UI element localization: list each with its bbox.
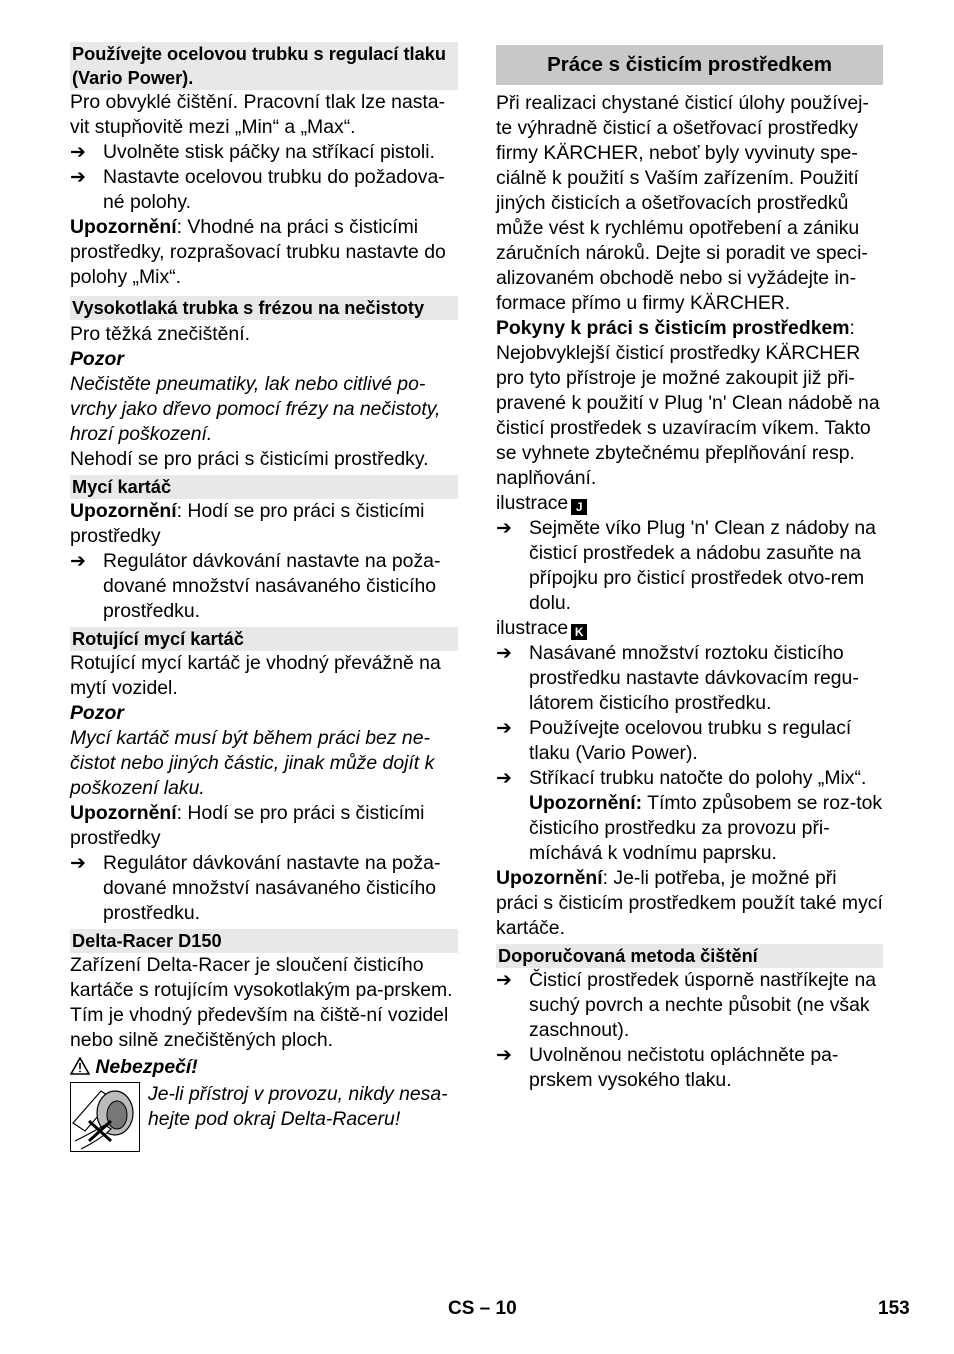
heading-dirt-blaster: Vysokotlaká trubka s frézou na nečistoty <box>70 296 458 320</box>
caution-label: Pozor <box>70 348 124 370</box>
caution-label: Pozor <box>70 702 124 724</box>
arrow-right-icon: ➔ <box>496 970 512 991</box>
arrow-right-icon: ➔ <box>70 551 86 572</box>
step-item: ➔ Nastavte ocelovou trubku do požadova-né polohy. <box>70 166 445 213</box>
paragraph: Pro obvyklé čištění. Pracovní tlak lze nasta-vit stupňovitě mezi „Min“ a „Max“. <box>70 91 446 138</box>
heading-recommended-method: Doporučovaná metoda čištění <box>496 944 883 968</box>
note: Upozornění: Hodí se pro práci s čisticími prostředky <box>70 500 425 547</box>
arrow-right-icon: ➔ <box>496 1045 512 1066</box>
paragraph: Při realizaci chystané čisticí úlohy používej-te výhradně čisticí a ošetřovací prostředky firmy KÄRCHER, neboť byly vyvinuty spe-ciálně k použití s Vaším zařízením. Použití jiných čisticích a ošetřovacích prostředků může vést k rychlému opotřebení a zániku záručních nároků. Dejte si poradit ve speci-alizovaném obchodě nebo si vyžádejte in-formace přímo u firmy KÄRCHER. <box>496 92 869 314</box>
footer-section: CS – 10 <box>448 1298 517 1319</box>
arrow-right-icon: ➔ <box>496 518 512 539</box>
caution-text: Nečistěte pneumatiky, lak nebo citlivé po-vrchy jako dřevo pomocí frézy na nečistoty, hrozí poškození. <box>70 373 441 445</box>
heading-vario-power: Používejte ocelovou trubku s regulací tlaku (Vario Power). <box>70 42 458 90</box>
danger-text: Je-li přístroj v provozu, nikdy nesa-hejte pod okraj Delta-Raceru! <box>148 1083 448 1130</box>
step-item: ➔ Uvolněte stisk páčky na stříkací pistoli. <box>70 141 435 163</box>
danger-block <box>70 1082 458 1152</box>
step-item: ➔ Regulátor dávkování nastavte na poža-dované množství nasávaného čisticího prostředku. <box>70 550 441 622</box>
paragraph: Pro těžká znečištění. <box>70 323 250 345</box>
step-item: ➔ Čisticí prostředek úsporně nastříkejte na suchý povrch a nechte působit (ne však zaschnout). <box>496 969 877 1041</box>
note: Upozornění: Je-li potřeba, je možné při práci s čisticím prostředkem použít také mycí kartáče. <box>496 867 883 939</box>
hand-under-brush-warning-icon <box>70 1082 140 1152</box>
note: Upozornění: Vhodné na práci s čisticími prostředky, rozprašovací trubku nastavte do polohy „Mix“. <box>70 216 446 288</box>
arrow-right-icon: ➔ <box>70 167 86 188</box>
right-column <box>496 42 883 1093</box>
caution-text: Mycí kartáč musí být během práci bez ne-čistot nebo jiných částic, jinak může dojít k poškození laku. <box>70 727 435 799</box>
arrow-right-icon: ➔ <box>496 718 512 739</box>
warning-triangle-icon <box>70 1057 90 1082</box>
step-item: ➔ Uvolněnou nečistotu opláchněte pa-prskem vysokého tlaku. <box>496 1044 839 1091</box>
paragraph: Zařízení Delta-Racer je sloučení čisticího kartáče s rotujícím vysokotlakým pa-prskem. Tím je vhodný především na čiště-ní vozidel nebo silně znečištěných ploch. <box>70 954 453 1051</box>
arrow-right-icon: ➔ <box>496 643 512 664</box>
heading-wash-brush: Mycí kartáč <box>70 475 458 499</box>
heading-detergent-work: Práce s čisticím prostředkem <box>496 45 883 85</box>
illustration-ref: ilustrace K <box>496 616 883 641</box>
note: Upozornění: Hodí se pro práci s čisticími prostředky <box>70 802 425 849</box>
left-column <box>70 42 458 1152</box>
heading-delta-racer: Delta-Racer D150 <box>70 929 458 953</box>
illustration-box-j: J <box>571 499 587 515</box>
paragraph: Nejobvyklejší čisticí prostředky KÄRCHER pro tyto přístroje je možné zakoupit již při-pravené k použití v Plug 'n' Clean nádobě na čisticí prostředek s uzavíracím víkem. Takto se vyhnete zbytečnému přeplňování resp. naplňování. <box>496 342 880 489</box>
paragraph: Rotující mycí kartáč je vhodný převážně na mytí vozidel. <box>70 652 441 699</box>
heading-rotating-brush: Rotující mycí kartáč <box>70 627 458 651</box>
step-item: ➔ Nasávané množství roztoku čisticího prostředku nastavte dávkovacím regu-látorem čisticího prostředku. <box>496 642 859 714</box>
illustration-ref: ilustrace J <box>496 491 883 516</box>
danger-label: Nebezpečí! <box>70 1055 458 1082</box>
arrow-right-icon: ➔ <box>70 142 86 163</box>
paragraph: Pokyny k práci s čisticím prostředkem: <box>496 317 855 339</box>
illustration-box-k: K <box>571 624 587 640</box>
page-number: 153 <box>878 1298 910 1319</box>
step-item: ➔ Regulátor dávkování nastavte na poža-dované množství nasávaného čisticího prostředku. <box>70 852 441 924</box>
arrow-right-icon: ➔ <box>70 853 86 874</box>
step-item: ➔ Sejměte víko Plug 'n' Clean z nádoby na čisticí prostředek a nádobu zasuňte na přípojku pro čisticí prostředek otvo-rem dolu. <box>496 517 876 614</box>
arrow-right-icon: ➔ <box>496 768 512 789</box>
step-item: ➔ Používejte ocelovou trubku s regulací tlaku (Vario Power). <box>496 717 852 764</box>
step-item: ➔ Stříkací trubku natočte do polohy „Mix“. Upozornění: Tímto způsobem se roz-tok čisticího prostředku za provozu při-míchává k vodnímu paprsku. <box>496 767 883 864</box>
paragraph: Nehodí se pro práci s čisticími prostředky. <box>70 448 429 470</box>
